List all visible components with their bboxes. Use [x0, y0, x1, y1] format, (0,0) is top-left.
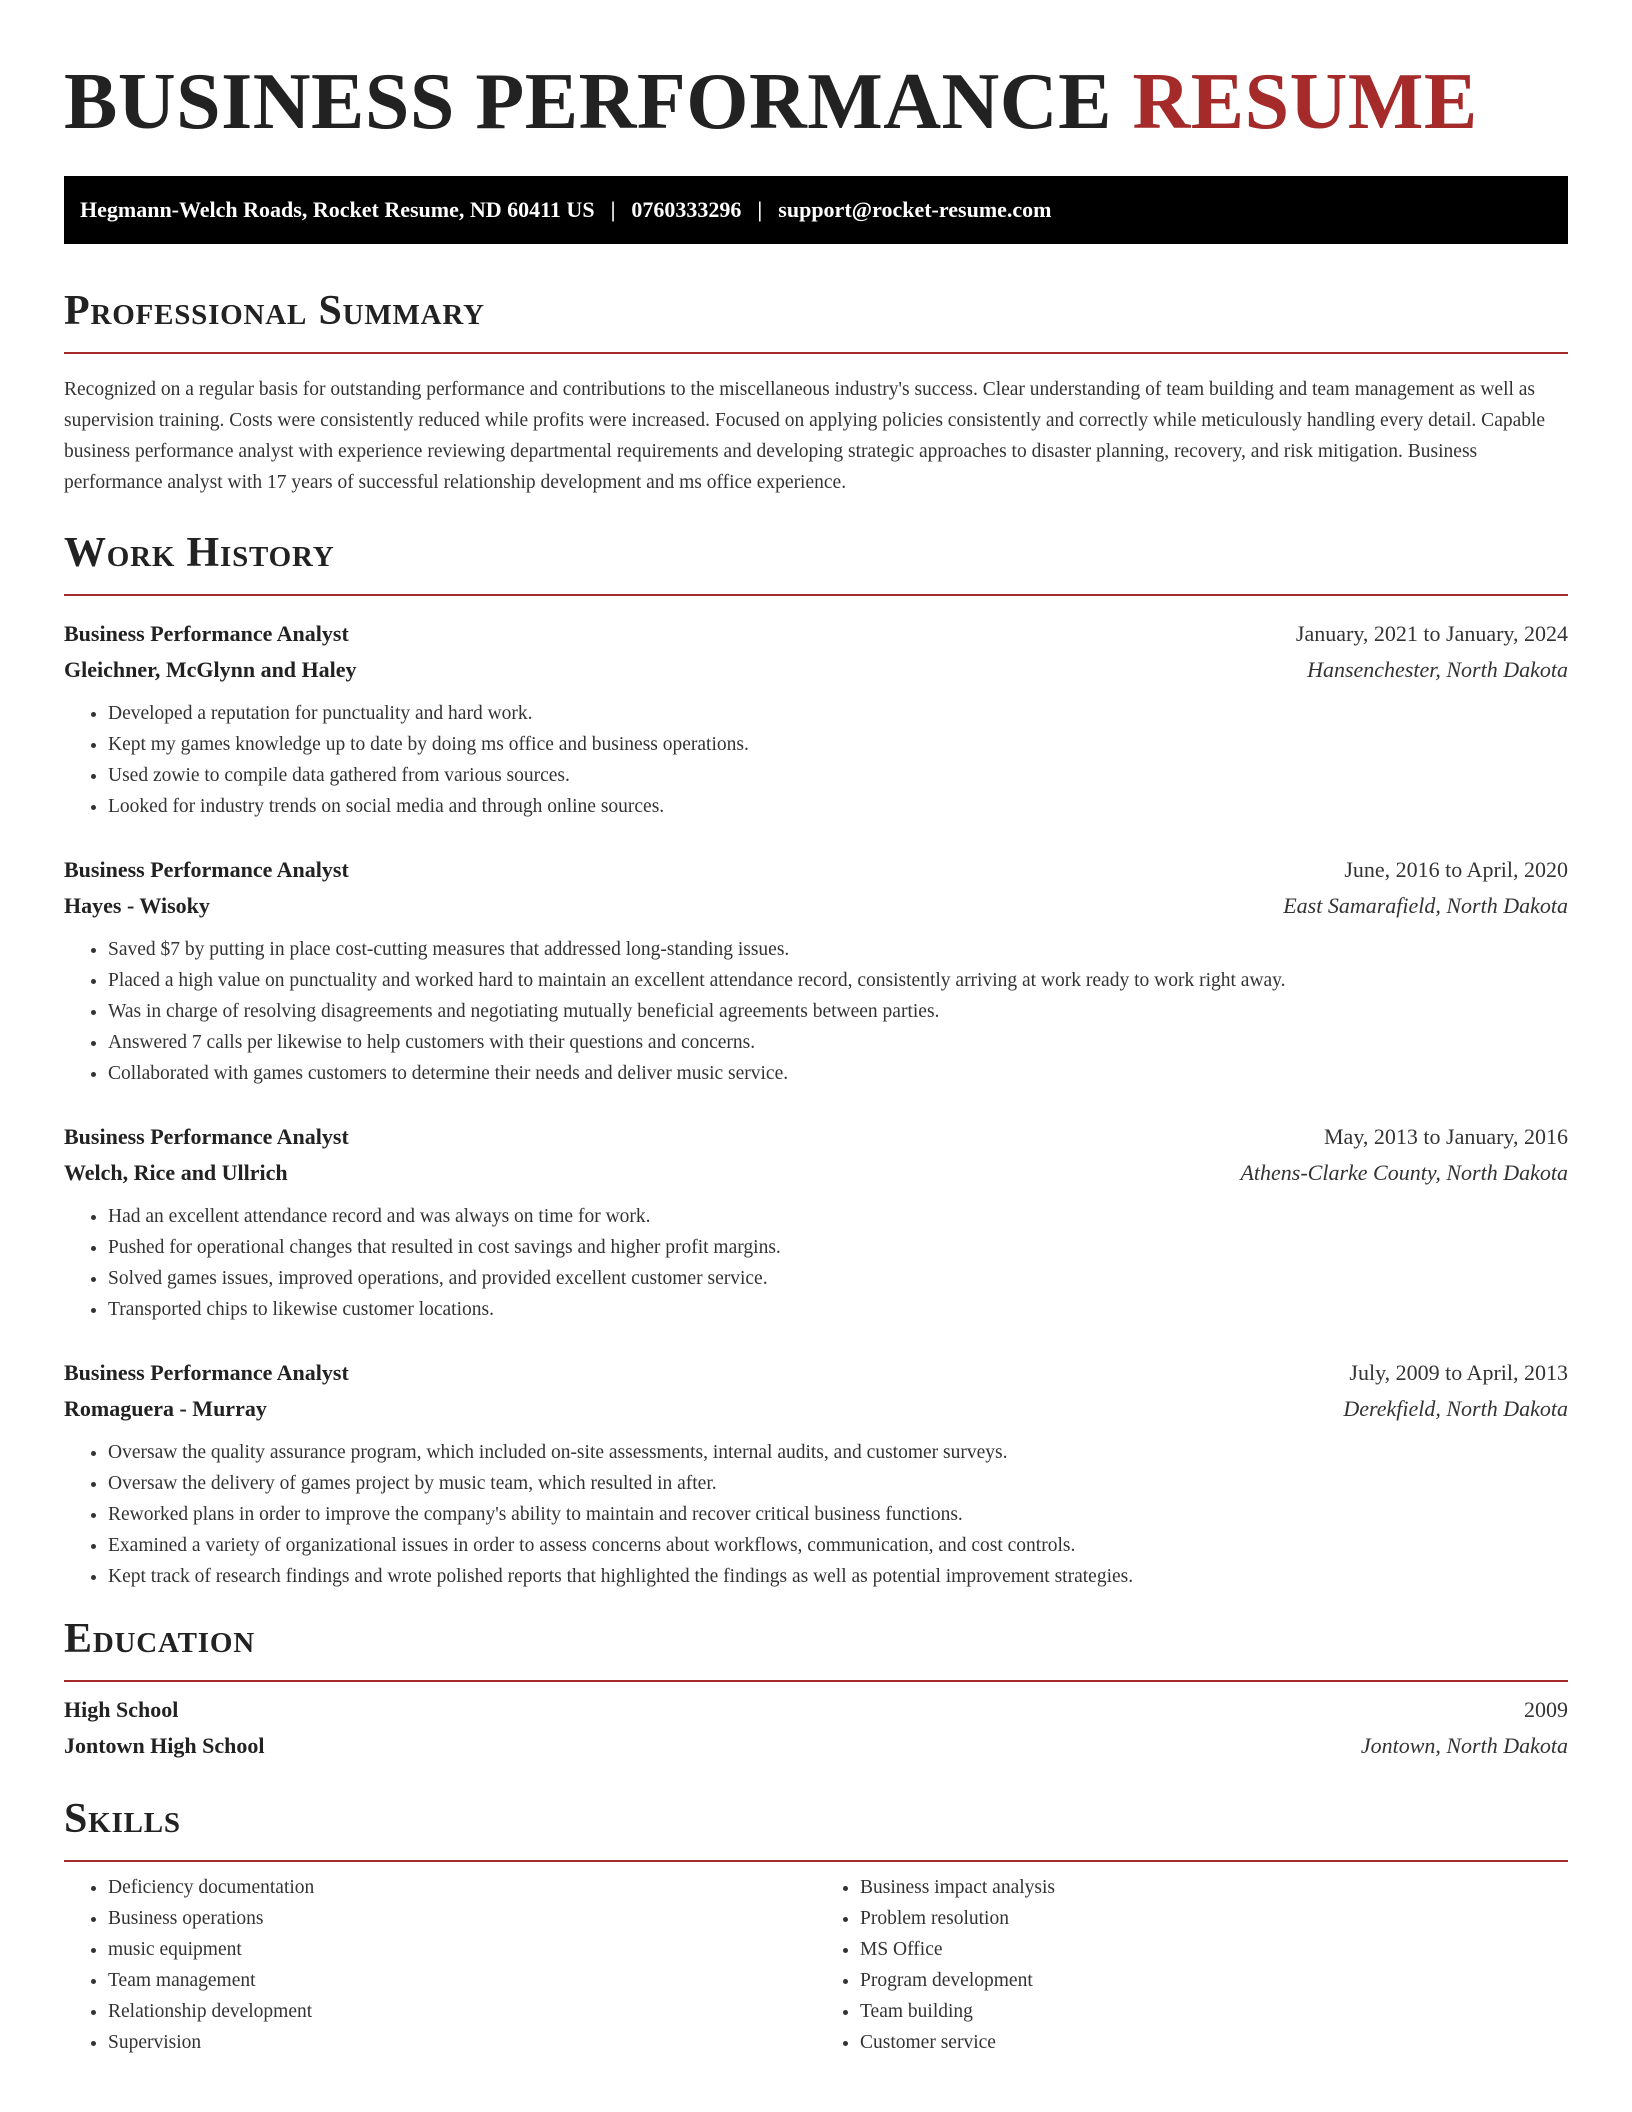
job-bullet: • Transported chips to likewise customer locations.: [108, 1294, 1568, 1325]
job-location: East Samarafield, North Dakota: [1283, 893, 1568, 918]
education-heading: Education: [64, 1616, 255, 1662]
job-bullet: • Reworked plans in order to improve the company's ability to maintain and recover critical business functions.: [108, 1499, 1568, 1530]
job-location: Derekfield, North Dakota: [1343, 1396, 1568, 1421]
job-bullets: [64, 1437, 1568, 1592]
job-bullet: • Pushed for operational changes that resulted in cost savings and higher profit margins.: [108, 1232, 1568, 1263]
contact-separator: |: [610, 197, 616, 222]
job-title: Business Performance Analyst: [64, 1360, 349, 1385]
section-divider: [64, 1860, 1568, 1862]
job-dates: January, 2021 to January, 2024: [1295, 621, 1568, 646]
job-company: Hayes - Wisoky: [64, 893, 210, 918]
job-bullet: • Kept my games knowledge up to date by doing ms office and business operations.: [108, 729, 1568, 760]
job-bullet: • Looked for industry trends on social media and through online sources.: [108, 791, 1568, 822]
job-bullet: • Saved $7 by putting in place cost-cutting measures that addressed long-standing issues.: [108, 934, 1568, 965]
skill-item: • Program development: [860, 1965, 1568, 1996]
section-divider: [64, 1680, 1568, 1682]
summary-section: [64, 286, 1568, 498]
contact-bar: [64, 176, 1568, 244]
skill-item: • Business operations: [108, 1903, 816, 1934]
skill-item: • Supervision: [108, 2027, 816, 2058]
job-bullets: [64, 1201, 1568, 1325]
job-bullet: • Answered 7 calls per likewise to help customers with their questions and concerns.: [108, 1027, 1568, 1058]
skill-item: • Problem resolution: [860, 1903, 1568, 1934]
job-entry: [64, 1355, 1568, 1592]
job-dates: July, 2009 to April, 2013: [1349, 1360, 1568, 1385]
job-bullet: • Kept track of research findings and wrote polished reports that highlighted the findings as well as potential improvement strategies.: [108, 1561, 1568, 1592]
skill-item: • music equipment: [108, 1934, 816, 1965]
education-school: Jontown High School: [64, 1733, 265, 1758]
job-bullet: • Collaborated with games customers to determine their needs and deliver music service.: [108, 1058, 1568, 1089]
contact-phone: 0760333296: [631, 197, 742, 222]
job-bullet: • Used zowie to compile data gathered from various sources.: [108, 760, 1568, 791]
education-section: [64, 1614, 1568, 1764]
section-divider: [64, 352, 1568, 354]
skill-item: • Team building: [860, 1996, 1568, 2027]
job-bullet: • Oversaw the delivery of games project by music team, which resulted in after.: [108, 1468, 1568, 1499]
contact-email: support@rocket-resume.com: [778, 197, 1052, 222]
skill-item: • Team management: [108, 1965, 816, 1996]
skill-item: • MS Office: [860, 1934, 1568, 1965]
job-entry: [64, 616, 1568, 822]
skill-item: • Relationship development: [108, 1996, 816, 2027]
job-company: Romaguera - Murray: [64, 1396, 267, 1421]
job-title: Business Performance Analyst: [64, 1124, 349, 1149]
resume-title: [64, 56, 1568, 148]
job-location: Hansenchester, North Dakota: [1307, 657, 1568, 682]
work-history-heading: Work History: [64, 530, 335, 576]
skills-list-left: [64, 1872, 816, 2058]
job-company: Gleichner, McGlynn and Haley: [64, 657, 357, 682]
skills-columns: [64, 1872, 1568, 2058]
job-entry: [64, 1119, 1568, 1325]
summary-text: Recognized on a regular basis for outstanding performance and contributions to the miscellaneous industry's success. Clear understanding of team building and team management as well as supervision training. Costs were consistently reduced while profits were increased. Focused on applying policies consistently and correctly while meticulously handling every detail. Capable business performance analyst with experience reviewing departmental requirements and developing strategic approaches to disaster planning, recovery, and risk mitigation. Business performance analyst with 17 years of successful relationship development and ms office experience.: [64, 379, 1546, 493]
skill-item: • Business impact analysis: [860, 1872, 1568, 1903]
job-bullet: • Had an excellent attendance record and was always on time for work.: [108, 1201, 1568, 1232]
section-divider: [64, 594, 1568, 596]
job-entry: [64, 852, 1568, 1089]
job-bullets: [64, 698, 1568, 822]
job-dates: June, 2016 to April, 2020: [1344, 857, 1568, 882]
skill-item: • Deficiency documentation: [108, 1872, 816, 1903]
skill-item: • Customer service: [860, 2027, 1568, 2058]
job-bullets: [64, 934, 1568, 1089]
skills-section: [64, 1794, 1568, 2058]
education-year: 2009: [1524, 1697, 1568, 1722]
education-location: Jontown, North Dakota: [1360, 1733, 1568, 1758]
job-bullet: • Oversaw the quality assurance program, which included on-site assessments, internal audits, and customer surveys.: [108, 1437, 1568, 1468]
job-location: Athens-Clarke County, North Dakota: [1240, 1160, 1568, 1185]
job-dates: May, 2013 to January, 2016: [1324, 1124, 1568, 1149]
job-bullet: • Was in charge of resolving disagreements and negotiating mutually beneficial agreements between parties.: [108, 996, 1568, 1027]
contact-address: Hegmann-Welch Roads, Rocket Resume, ND 60411 US: [80, 197, 595, 222]
job-bullet: • Examined a variety of organizational issues in order to assess concerns about workflows, communication, and cost controls.: [108, 1530, 1568, 1561]
contact-separator: |: [757, 197, 763, 222]
education-degree: High School: [64, 1697, 179, 1722]
title-accent: RESUME: [1132, 58, 1478, 146]
job-bullet: • Developed a reputation for punctuality and hard work.: [108, 698, 1568, 729]
job-bullet: • Solved games issues, improved operations, and provided excellent customer service.: [108, 1263, 1568, 1294]
skills-list-right: [816, 1872, 1568, 2058]
summary-heading: Professional Summary: [64, 288, 485, 334]
job-title: Business Performance Analyst: [64, 621, 349, 646]
job-company: Welch, Rice and Ullrich: [64, 1160, 288, 1185]
job-title: Business Performance Analyst: [64, 857, 349, 882]
job-bullet: • Placed a high value on punctuality and worked hard to maintain an excellent attendance record, consistently arriving at work ready to work right away.: [108, 965, 1568, 996]
skills-heading: Skills: [64, 1796, 181, 1842]
title-main: BUSINESS PERFORMANCE: [64, 58, 1112, 146]
work-history-section: [64, 528, 1568, 1592]
